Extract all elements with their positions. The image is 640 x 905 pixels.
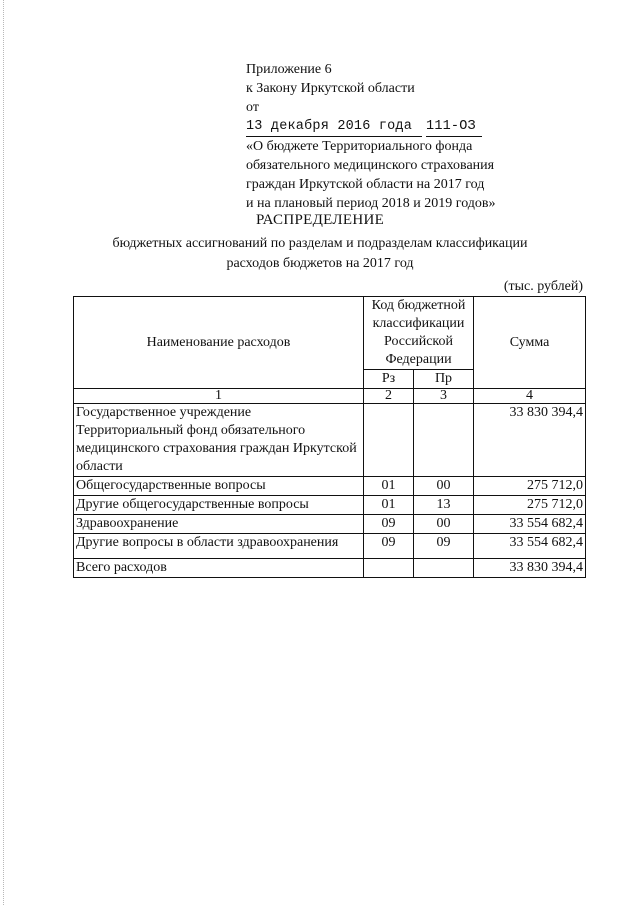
table-row — [74, 477, 586, 496]
from-label: от — [246, 100, 259, 115]
row-pr — [414, 404, 474, 477]
page-edge-line — [3, 0, 5, 905]
row-sum: 33 830 394,4 — [474, 404, 586, 477]
row-pr: 00 — [414, 515, 474, 534]
row-pr: 00 — [414, 477, 474, 496]
row-name: Другие общегосударственные вопросы — [74, 496, 364, 515]
header-name: Наименование расходов — [74, 297, 364, 389]
table-row — [74, 515, 586, 534]
law-date: 13 декабря 2016 года — [246, 117, 422, 137]
header-rz: Рз — [364, 370, 414, 389]
date-number-line — [246, 117, 546, 137]
row-rz: 01 — [364, 477, 414, 496]
law-number: 111-ОЗ — [426, 117, 482, 137]
row-rz: 09 — [364, 534, 414, 559]
total-name: Всего расходов — [74, 559, 364, 578]
row-rz: 01 — [364, 496, 414, 515]
subtitle-line-2: расходов бюджетов на 2017 год — [226, 256, 414, 271]
row-rz — [364, 404, 414, 477]
appendix-label: Приложение 6 — [246, 62, 332, 77]
header-code-group: Код бюджетной классификации Российской Федерации — [364, 297, 474, 370]
row-name: Государственное учреждение Территориальный фонд обязательного медицинского страхования граждан Иркутской области — [74, 404, 364, 477]
column-number: 2 — [364, 389, 414, 404]
column-number: 3 — [414, 389, 474, 404]
table-row — [74, 534, 586, 559]
total-row — [74, 559, 586, 578]
total-rz — [364, 559, 414, 578]
column-number: 1 — [74, 389, 364, 404]
law-title-line-4: и на плановый период 2018 и 2019 годов» — [246, 196, 496, 211]
total-pr — [414, 559, 474, 578]
law-title-line-1: «О бюджете Территориального фонда — [246, 139, 473, 154]
row-sum: 275 712,0 — [474, 477, 586, 496]
column-number: 4 — [474, 389, 586, 404]
row-sum: 275 712,0 — [474, 496, 586, 515]
row-name: Здравоохранение — [74, 515, 364, 534]
column-number-row — [74, 389, 586, 404]
document-title: РАСПРЕДЕЛЕНИЕ — [255, 212, 385, 228]
table-row — [74, 496, 586, 515]
table-header-row — [74, 297, 586, 370]
header-pr: Пр — [414, 370, 474, 389]
row-pr: 13 — [414, 496, 474, 515]
table-row — [74, 404, 586, 477]
row-name: Другие вопросы в области здравоохранения — [74, 534, 364, 559]
row-name: Общегосударственные вопросы — [74, 477, 364, 496]
row-sum: 33 554 682,4 — [474, 534, 586, 559]
total-sum: 33 830 394,4 — [474, 559, 586, 578]
row-pr: 09 — [414, 534, 474, 559]
law-title-line-2: обязательного медицинского страхования — [246, 158, 495, 173]
units-label: (тыс. рублей) — [503, 279, 583, 294]
document-subtitle — [0, 234, 640, 274]
row-rz: 09 — [364, 515, 414, 534]
law-title-line-3: граждан Иркутской области на 2017 год — [246, 177, 485, 192]
row-sum: 33 554 682,4 — [474, 515, 586, 534]
header-sum: Сумма — [474, 297, 586, 389]
law-reference: к Закону Иркутской области — [246, 81, 415, 96]
appendix-header — [246, 60, 546, 213]
budget-table — [73, 296, 586, 578]
subtitle-line-1: бюджетных ассигнований по разделам и подразделам классификации — [112, 236, 528, 251]
